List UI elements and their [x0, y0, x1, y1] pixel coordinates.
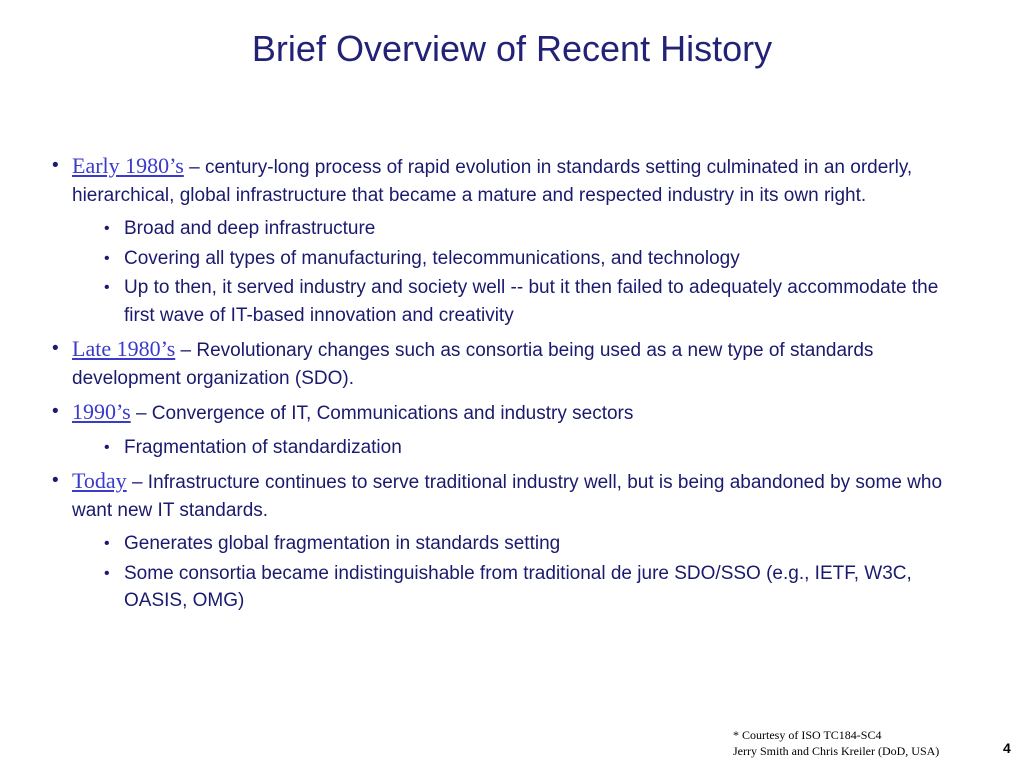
- bullet-item-late-1980s: [52, 335, 962, 392]
- sub-item: [52, 215, 962, 243]
- sub-item-text: Some consortia became indistinguishable from traditional de jure SDO/SSO (e.g., IETF, W3C, OASIS, OMG): [124, 562, 912, 611]
- bullet-item-early-1980s: [52, 152, 962, 209]
- page-number: 4: [1003, 740, 1011, 756]
- sub-list: [52, 530, 962, 615]
- slide-title: Brief Overview of Recent History: [251, 28, 773, 69]
- term-link-today[interactable]: Today: [72, 468, 127, 493]
- footnote-line-2: Jerry Smith and Chris Kreiler (DoD, USA): [733, 744, 940, 758]
- footnote-line-1: * Courtesy of ISO TC184-SC4: [733, 728, 882, 742]
- sub-bullet-icon: •: [104, 438, 110, 456]
- sub-bullet-icon: •: [104, 535, 110, 552]
- sub-bullet-icon: •: [104, 279, 110, 296]
- sub-bullet-icon: •: [104, 249, 110, 267]
- bullet-text: – Revolutionary changes such as consortia being used as a new type of standards development organization (SDO).: [72, 340, 874, 389]
- sub-list: [52, 215, 962, 329]
- footnote: [733, 727, 939, 759]
- sub-item-text: Broad and deep infrastructure: [124, 218, 376, 239]
- bullet-item-1990s: [52, 398, 962, 428]
- bullet-item-today: [52, 467, 962, 524]
- sub-list: [52, 434, 962, 462]
- bullet-icon: •: [52, 338, 59, 359]
- sub-item-text: Generates global fragmentation in standards setting: [124, 533, 561, 554]
- bullet-text: – Convergence of IT, Communications and industry sectors: [130, 403, 634, 424]
- sub-item-text: Up to then, it served industry and society well -- but it then failed to adequately accommodate the first wave of IT-based innovation and creativity: [124, 277, 939, 326]
- slide-content: [52, 152, 962, 617]
- sub-item-text: Fragmentation of standardization: [124, 436, 402, 458]
- sub-item: [52, 434, 962, 462]
- sub-item-text: Covering all types of manufacturing, telecommunications, and technology: [124, 247, 740, 269]
- term-link-1990s[interactable]: 1990’s: [72, 399, 131, 424]
- bullet-icon: •: [52, 155, 59, 176]
- bullet-icon: •: [52, 401, 59, 422]
- bullet-text: – century-long process of rapid evolution in standards setting culminated in an orderly, hierarchical, global infrastructure that became a mature and respected industry in its own right.: [72, 157, 913, 206]
- sub-item: [52, 245, 962, 273]
- term-link-early-1980s[interactable]: Early 1980’s: [72, 153, 184, 178]
- sub-item: [52, 560, 962, 615]
- sub-item: [52, 274, 962, 329]
- sub-bullet-icon: •: [104, 220, 110, 237]
- bullet-icon: •: [52, 470, 59, 491]
- sub-bullet-icon: •: [104, 564, 110, 582]
- term-link-late-1980s[interactable]: Late 1980’s: [72, 336, 176, 361]
- sub-item: [52, 530, 962, 558]
- bullet-text: – Infrastructure continues to serve traditional industry well, but is being abandoned by some who want new IT standards.: [72, 472, 943, 521]
